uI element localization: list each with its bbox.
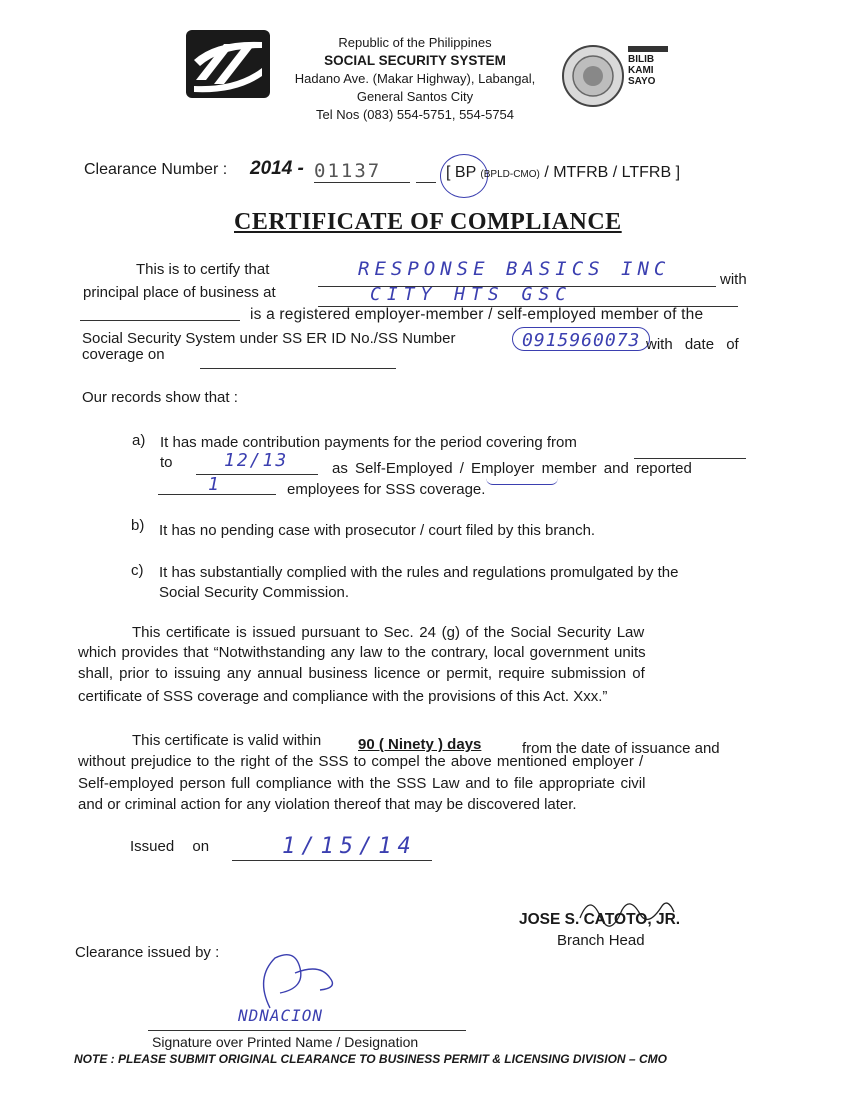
p3-line-1b: from the date of issuance and <box>522 740 720 757</box>
from-line <box>634 458 746 459</box>
header-address-1: Hadano Ave. (Makar Highway), Labangal, <box>294 71 536 86</box>
issuer-name: NDNACION <box>238 1006 324 1025</box>
item-a-line-1: It has made contribution payments for the period covering from <box>160 434 577 451</box>
signatory-name: JOSE S. CATOTO, JR. <box>519 911 681 928</box>
p1-with-date: with date of <box>646 336 739 353</box>
item-c-line-2: Social Security Commission. <box>159 584 350 601</box>
clearance-bp <box>446 164 680 182</box>
slogan-line-2: KAMI <box>628 65 654 76</box>
slogan-line-3: SAYO <box>628 76 656 87</box>
p1-certify: This is to certify that <box>136 261 270 278</box>
item-b-text: It has no pending case with prosecutor / court filed by this branch. <box>159 522 596 539</box>
signatory-title: Branch Head <box>557 932 645 949</box>
issued-date: 1/15/14 <box>282 834 417 859</box>
header-tel: Tel Nos (083) 554-5751, 554-5754 <box>315 107 515 122</box>
coverage-line <box>200 368 396 369</box>
p1-sss: Social Security System under SS ER ID No./SS Number <box>82 330 456 347</box>
issued-line <box>232 860 432 861</box>
clearance-year: 2014 - <box>250 158 304 179</box>
item-a-label: a) <box>132 432 146 449</box>
item-c-line-1: It has substantially complied with the rules and regulations promulgated by the <box>159 564 679 581</box>
p2-line-2: which provides that “Notwithstanding any law to the contrary, local government units <box>78 644 646 661</box>
p3-line-1a: This certificate is valid within <box>132 732 322 749</box>
clearance-label: Clearance Number : <box>84 161 228 178</box>
document-title: CERTIFICATE OF COMPLIANCE <box>234 209 622 235</box>
to-date: 12/13 <box>224 450 289 471</box>
registered-blank-line <box>80 320 240 321</box>
clearance-rest: / MTFRB / LTFRB ] <box>544 164 681 181</box>
header <box>280 34 550 124</box>
slogan-block <box>628 46 668 87</box>
clearance-bp-text: [ BP <box>446 164 476 181</box>
count-line <box>158 494 276 495</box>
sss-logo <box>186 30 270 98</box>
header-address-2: General Santos City <box>356 89 474 104</box>
slogan-line-1: BILIB <box>628 54 655 65</box>
p1-with: with <box>720 271 747 288</box>
item-a-line-2: as Self-Employed / Employer member and reported <box>332 460 692 477</box>
ss-number: 0915960073 <box>522 330 641 351</box>
p3-line-4: and or criminal action for any violation thereof that may be discovered later. <box>78 796 577 813</box>
header-republic: Republic of the Philippines <box>338 35 492 50</box>
validity-period: 90 ( Ninety ) days <box>358 736 482 753</box>
p2-line-1: This certificate is issued pursuant to Sec. 24 (g) of the Social Security Law <box>132 624 645 641</box>
clearance-bp-sub: (BPLD-CMO) <box>480 169 540 180</box>
issued-label: Issued on <box>130 838 210 855</box>
p3-line-3: Self-employed person full compliance with the SSS Law and to file appropriate civil <box>78 775 646 792</box>
clearance-bp-line <box>416 182 436 183</box>
employer-underline-mark <box>486 478 558 485</box>
item-a-to: to <box>160 454 173 471</box>
header-org: SOCIAL SECURITY SYSTEM <box>324 53 506 68</box>
anniversary-emblem <box>560 42 626 110</box>
p3-line-2: without prejudice to the right of the SSS to compel the above mentioned employer / <box>78 753 644 770</box>
company-name: RESPONSE BASICS INC <box>358 258 671 280</box>
signature-line <box>148 1030 466 1031</box>
p1-coverage: coverage on <box>82 346 165 363</box>
footer-note: NOTE : PLEASE SUBMIT ORIGINAL CLEARANCE TO BUSINESS PERMIT & LICENSING DIVISION – CMO <box>74 1052 667 1066</box>
ss-number-circle <box>512 327 650 351</box>
p1-registered: is a registered employer-member / self-employed member of the <box>250 306 704 323</box>
issued-by-label: Clearance issued by : <box>75 944 220 961</box>
clearance-number: 01137 <box>314 160 382 182</box>
p2-line-3: shall, prior to issuing any annual business licence or permit, require submission of <box>78 665 645 682</box>
business-address: CITY HTS GSC <box>370 284 573 305</box>
signature-caption: Signature over Printed Name / Designation <box>152 1034 419 1050</box>
p2-line-4: certificate of SSS coverage and compliance with the provisions of this Act. Xxx.” <box>78 688 608 705</box>
item-c-label: c) <box>131 562 144 579</box>
item-a-line-3: employees for SSS coverage. <box>287 481 486 498</box>
records-heading: Our records show that : <box>82 389 238 406</box>
clearance-number-line <box>314 182 410 183</box>
item-b-label: b) <box>131 517 145 534</box>
p1-business: principal place of business at <box>83 284 276 301</box>
employee-count: 1 <box>208 474 221 495</box>
slogan-bar <box>628 46 668 52</box>
